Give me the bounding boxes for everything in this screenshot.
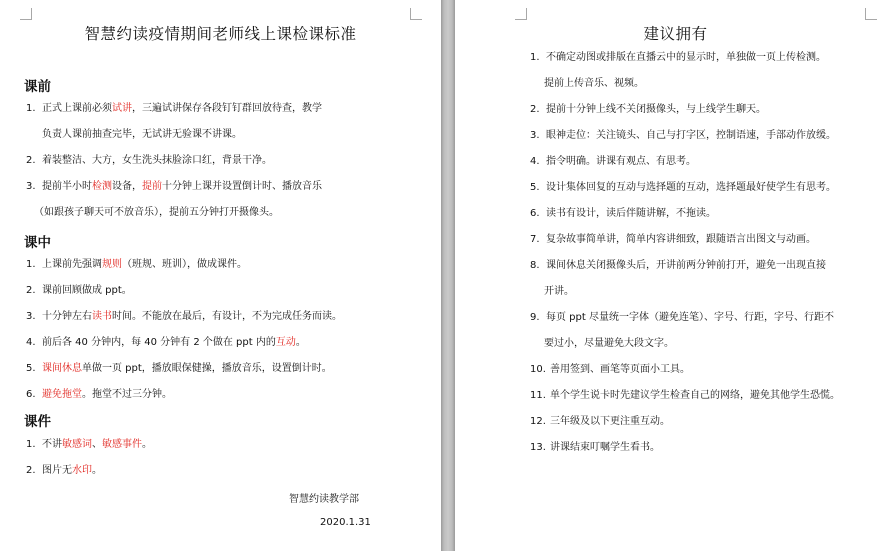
list-item: 2. 课前回顾做成 ppt。 bbox=[26, 285, 132, 296]
list-item: 6. 避免拖堂。拖堂不过三分钟。 bbox=[26, 389, 172, 400]
list-item: 3. 十分钟左右读书时间。不能放在最后，有设计，不为完成任务而读。 bbox=[26, 311, 342, 322]
list-item: 1. 不确定动图或排版在直播云中的显示时，单独做一页上传检测。 bbox=[530, 52, 826, 63]
section-heading: 课件 bbox=[24, 414, 51, 430]
signature-date: 2020.1.31 bbox=[320, 517, 371, 528]
section-heading: 课中 bbox=[24, 235, 51, 251]
list-item-continuation: 提前上传音乐、视频。 bbox=[544, 78, 644, 89]
list-item: 4. 前后各 40 分钟内，每 40 分钟有 2 个做在 ppt 内的互动。 bbox=[26, 337, 306, 348]
list-item: 8. 课间休息关闭摄像头后，开讲前两分钟前打开，避免一出现直接 bbox=[530, 260, 826, 271]
list-item: 5. 课间休息单做一页 ppt，播放眼保健操，播放音乐，设置倒计时。 bbox=[26, 363, 332, 374]
document-page-right bbox=[455, 0, 896, 551]
crop-mark bbox=[865, 8, 877, 20]
list-item: 7. 复杂故事简单讲，简单内容讲细致，跟随语言出图文与动画。 bbox=[530, 234, 816, 245]
list-item: 11. 单个学生说卡时先建议学生检查自己的网络，避免其他学生恐慌。 bbox=[530, 390, 840, 401]
list-item: 13. 讲课结束叮嘱学生看书。 bbox=[530, 442, 660, 453]
list-item: 3. 眼神走位：关注镜头、自己与打字区，控制语速，手部动作放缓。 bbox=[530, 130, 836, 141]
page-title: 智慧约读疫情期间老师线上课检课标准 bbox=[84, 25, 357, 43]
list-item: 3. 提前半小时检测设备，提前十分钟上课并设置倒计时、播放音乐 bbox=[26, 181, 322, 192]
crop-mark bbox=[515, 8, 527, 20]
page-gutter bbox=[441, 0, 455, 551]
list-item: 6. 读书有设计，读后伴随讲解，不拖读。 bbox=[530, 208, 716, 219]
list-item: 12. 三年级及以下更注重互动。 bbox=[530, 416, 670, 427]
list-item: 2. 着装整洁、大方，女生洗头抹脸涂口红，背景干净。 bbox=[26, 155, 272, 166]
list-item: 4. 指令明确。讲课有观点、有思考。 bbox=[530, 156, 696, 167]
list-item-continuation: （如跟孩子聊天可不放音乐），提前五分钟打开摄像头。 bbox=[34, 207, 279, 218]
list-item: 1. 不讲敏感词、敏感事件。 bbox=[26, 439, 152, 450]
list-item: 1. 正式上课前必须试讲，三遍试讲保存各段钉钉群回放待查，教学 bbox=[26, 103, 322, 114]
crop-mark bbox=[410, 8, 422, 20]
document-page-left bbox=[0, 0, 441, 551]
section-heading: 课前 bbox=[24, 79, 51, 95]
list-item: 1. 上课前先强调规则（班规、班训），做成课件。 bbox=[26, 259, 247, 270]
list-item-continuation: 负责人课前抽查完毕，无试讲无验课不讲课。 bbox=[42, 129, 242, 140]
list-item: 10. 善用签到、画笔等页面小工具。 bbox=[530, 364, 690, 375]
list-item: 2. 图片无水印。 bbox=[26, 465, 102, 476]
list-item: 9. 每页 ppt 尽量统一字体（避免连笔）、字号、行距，字号、行距不 bbox=[530, 312, 834, 323]
list-item: 5. 设计集体回复的互动与选择题的互动，选择题最好使学生有思考。 bbox=[530, 182, 836, 193]
list-item: 2. 提前十分钟上线不关闭摄像头，与上线学生聊天。 bbox=[530, 104, 766, 115]
signature: 智慧约读教学部 bbox=[289, 494, 359, 505]
page-title: 建议拥有 bbox=[643, 25, 708, 43]
list-item-continuation: 开讲。 bbox=[544, 286, 574, 297]
list-item-continuation: 要过小，尽量避免大段文字。 bbox=[544, 338, 674, 349]
crop-mark bbox=[20, 8, 32, 20]
